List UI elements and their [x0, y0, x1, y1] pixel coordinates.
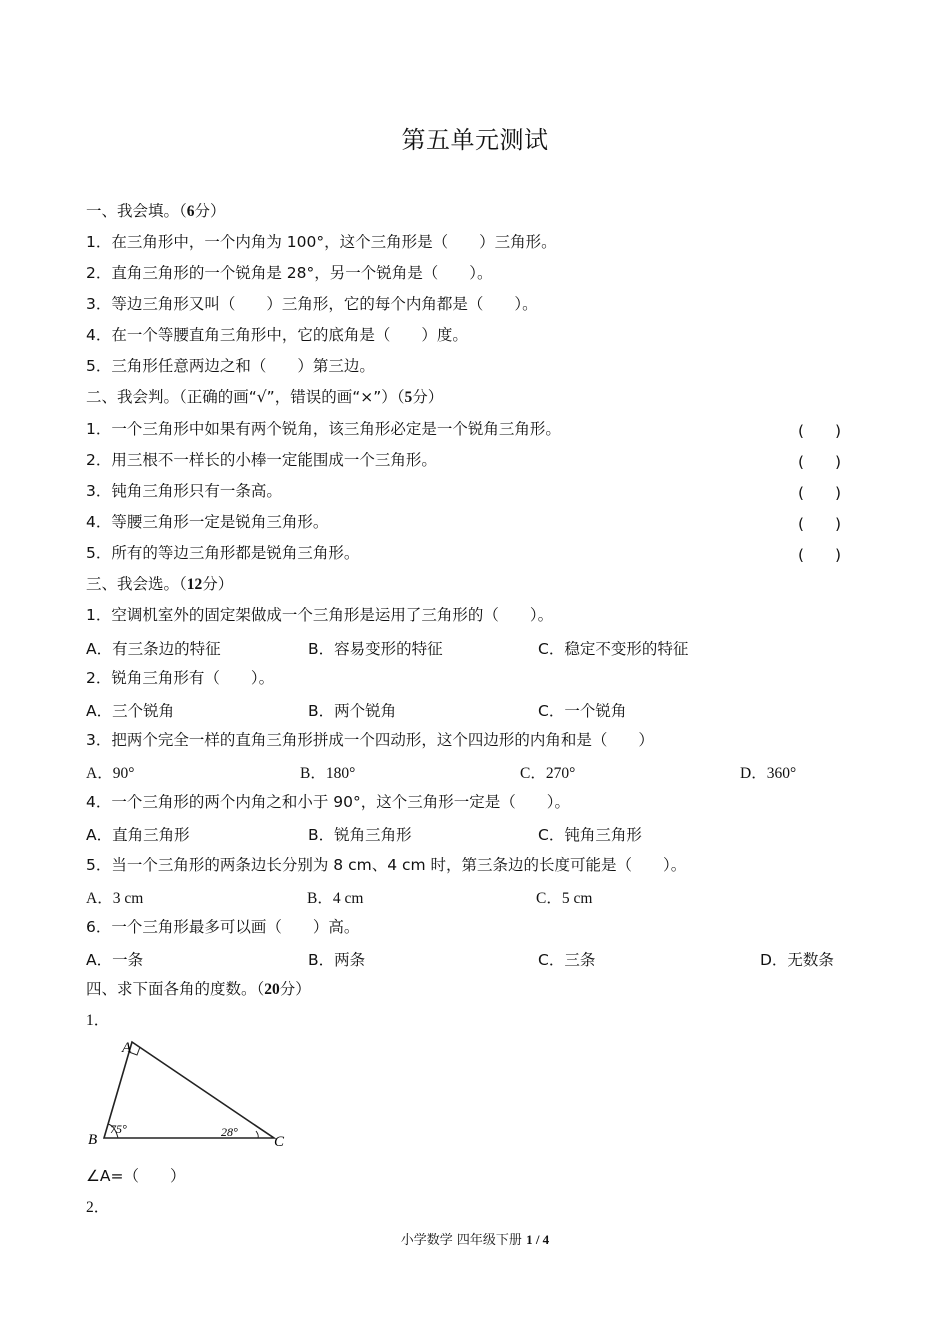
s3-q6-option-c: C．三条	[538, 951, 596, 969]
s2-item-5: 5．所有的等边三角形都是锐角三角形。	[86, 544, 360, 562]
page-footer	[0, 1229, 950, 1248]
page-title: 第五单元测试	[401, 126, 549, 154]
footer-page-number: 1 / 4	[526, 1232, 550, 1247]
s3-q4-option-a: A．直角三角形	[86, 826, 190, 844]
angle-c-label: 28°	[221, 1125, 238, 1139]
s3-q6-option-a: A．一条	[86, 951, 144, 969]
s3-question-6: 6．一个三角形最多可以画（ ）高。	[86, 918, 360, 936]
s2-answer-blank-4: ( )	[798, 515, 842, 533]
section-3-heading	[86, 574, 233, 595]
s3-question-2: 2．锐角三角形有（ ）。	[86, 669, 275, 687]
section-3-score: 12	[186, 576, 203, 593]
section-4-heading-text: 四、求下面各角的度数。（	[86, 980, 265, 998]
triangle-figure	[84, 1034, 294, 1154]
s4-item-2-number: 2．	[86, 1199, 110, 1216]
vertex-c-label: C	[274, 1134, 285, 1150]
section-4-heading-suffix: 分）	[279, 980, 311, 998]
s2-answer-blank-2: ( )	[798, 453, 842, 471]
s1-question-5: 5．三角形任意两边之和（ ）第三边。	[86, 357, 375, 375]
s1-question-4: 4．在一个等腰直角三角形中，它的底角是（ ）度。	[86, 326, 468, 344]
s3-question-1: 1．空调机室外的固定架做成一个三角形是运用了三角形的（ ）。	[86, 606, 554, 624]
s4-answer-1-text: A=（ ）	[99, 1167, 186, 1185]
s2-item-4: 4．等腰三角形一定是锐角三角形。	[86, 513, 329, 531]
s1-question-2: 2．直角三角形的一个锐角是 28°，另一个锐角是（ ）。	[86, 264, 493, 282]
s4-answer-1	[86, 1166, 186, 1187]
s3-q1-option-a: A．有三条边的特征	[86, 640, 221, 658]
s3-q2-option-a: A．三个锐角	[86, 702, 175, 720]
s3-q4-option-b: B．锐角三角形	[308, 826, 412, 844]
vertex-a-label: A	[122, 1040, 132, 1056]
s3-question-4: 4．一个三角形的两个内角之和小于 90°，这个三角形一定是（ ）。	[86, 793, 571, 811]
s3-q6-option-d: D．无数条	[760, 951, 834, 969]
angle-symbol: ∠	[86, 1168, 100, 1185]
s3-q5-option-c: C．5 cm	[536, 890, 593, 907]
s3-q1-option-b: B．容易变形的特征	[308, 640, 443, 658]
s3-q2-option-b: B．两个锐角	[308, 702, 397, 720]
section-4-heading	[86, 979, 311, 1000]
angle-b-label: 75°	[110, 1122, 127, 1136]
s4-item-1-number: 1．	[86, 1012, 110, 1029]
triangle-abc	[104, 1042, 274, 1138]
s3-q5-option-a: A．3 cm	[86, 890, 144, 907]
s3-q3-option-c: C．270°	[520, 765, 576, 782]
section-1-score: 6	[186, 203, 195, 220]
s2-item-2: 2．用三根不一样长的小棒一定能围成一个三角形。	[86, 451, 437, 469]
section-1-heading-suffix: 分）	[194, 202, 226, 220]
s1-question-1: 1．在三角形中，一个内角为 100°，这个三角形是（ ）三角形。	[86, 233, 557, 251]
s3-q3-option-b: B．180°	[300, 765, 356, 782]
s3-q6-option-b: B．两条	[308, 951, 366, 969]
angle-c-arc	[256, 1131, 258, 1138]
s3-q3-option-d: D．360°	[740, 765, 797, 782]
s3-q3-option-a: A．90°	[86, 765, 135, 782]
s3-q2-option-c: C．一个锐角	[538, 702, 627, 720]
s2-item-1: 1．一个三角形中如果有两个锐角，该三角形必定是一个锐角三角形。	[86, 420, 561, 438]
s2-answer-blank-1: ( )	[798, 422, 842, 440]
section-1-heading-text: 一、我会填。（	[86, 202, 187, 220]
section-3-heading-text: 三、我会选。（	[86, 575, 187, 593]
section-3-heading-suffix: 分）	[202, 575, 234, 593]
section-2-heading-text: 二、我会判。（正确的画“√”，错误的画“×”）（	[86, 388, 405, 406]
section-2-heading-suffix: 分）	[412, 388, 444, 406]
s3-q5-option-b: B．4 cm	[307, 890, 364, 907]
section-2-heading	[86, 387, 443, 408]
vertex-b-label: B	[88, 1132, 98, 1148]
s2-item-3: 3．钝角三角形只有一条高。	[86, 482, 282, 500]
footer-text: 小学数学 四年级下册	[400, 1233, 527, 1248]
s1-question-3: 3．等边三角形又叫（ ）三角形，它的每个内角都是（ ）。	[86, 295, 538, 313]
section-4-score: 20	[264, 981, 280, 998]
s3-question-3: 3．把两个完全一样的直角三角形拼成一个四动形，这个四边形的内角和是（ ）	[86, 731, 654, 749]
s2-answer-blank-3: ( )	[798, 484, 842, 502]
s3-question-5: 5．当一个三角形的两条边长分别为 8 cm、4 cm 时，第三条边的长度可能是（ ）。	[86, 856, 687, 874]
section-2-score: 5	[404, 389, 413, 406]
s2-answer-blank-5: ( )	[798, 546, 842, 564]
s3-q4-option-c: C．钝角三角形	[538, 826, 642, 844]
section-1-heading	[86, 201, 226, 222]
s3-q1-option-c: C．稳定不变形的特征	[538, 640, 689, 658]
